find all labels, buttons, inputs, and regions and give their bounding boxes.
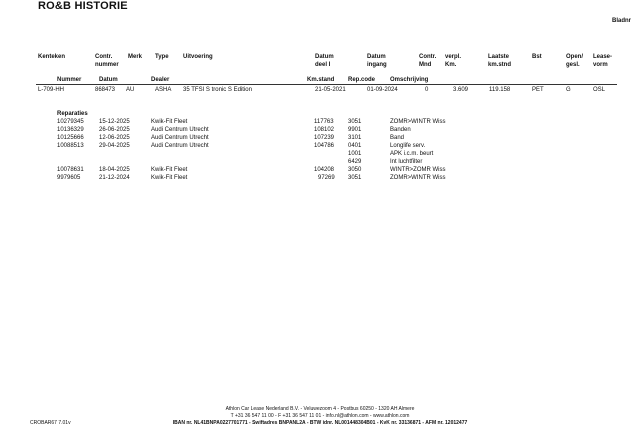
vehicle-bst: PET xyxy=(532,87,544,93)
col-datum-deel1: Datum deel I xyxy=(315,54,334,68)
col-verpl-km: verpl. Km. xyxy=(445,54,462,68)
repair-nummer: 10279345 xyxy=(57,119,84,125)
repair-datum: 12-06-2025 xyxy=(99,135,130,141)
repair-datum: 15-12-2025 xyxy=(99,119,130,125)
vehicle-kenteken: L-709-HH xyxy=(38,87,65,93)
col-bst: Bst xyxy=(532,54,542,60)
vehicle-lease-vorm: OSL xyxy=(593,87,606,93)
repair-nummer: 10078631 xyxy=(57,167,84,173)
col-merk: Merk xyxy=(128,54,143,60)
repair-nummer: 10125666 xyxy=(57,135,84,141)
repair-dealer: Audi Centrum Utrecht xyxy=(151,135,209,141)
repair-datum: 26-06-2025 xyxy=(99,127,130,133)
repair-omschrijving: Banden xyxy=(390,127,411,133)
vehicle-laatste-kmstnd: 119.158 xyxy=(489,87,511,93)
page-number-label: Bladnr xyxy=(611,18,631,24)
vehicle-datum-ingang: 01-09-2024 xyxy=(367,87,398,93)
repair-omschrijving: WINTR>ZOMR Wiss xyxy=(390,167,446,173)
col-nummer: Nummer xyxy=(57,77,82,83)
repair-datum: 29-04-2025 xyxy=(99,143,130,149)
col-laatste-kmstnd: Laatste km.stnd xyxy=(488,54,512,68)
repair-km: 104786 xyxy=(314,143,335,149)
repair-dealer: Audi Centrum Utrecht xyxy=(151,143,209,149)
repair-dealer: Audi Centrum Utrecht xyxy=(151,127,209,133)
footer-registration: IBAN nr. NL41BNPA0227701771 - Swiftadres BNPANL2A - BTW idnr. NL001448304B01 - KvK nr. 33136871 - AFM nr. 12012477 xyxy=(172,420,468,426)
header-divider xyxy=(36,84,617,85)
col-rep-code: Rep.code xyxy=(348,77,376,83)
repair-code: 3050 xyxy=(348,167,362,173)
repair-omschrijving: ZOMR>WINTR Wiss xyxy=(390,119,446,125)
vehicle-contr-nummer: 868473 xyxy=(95,87,116,93)
repair-omschrijving: Longlife serv. xyxy=(390,143,426,149)
repair-datum: 21-12-2024 xyxy=(99,175,130,181)
repair-datum: 18-04-2025 xyxy=(99,167,130,173)
col-omschrijving: Omschrijving xyxy=(390,77,429,83)
repair-code: 9901 xyxy=(348,127,362,133)
vehicle-open-gesl: G xyxy=(566,87,571,93)
reparaties-heading: Reparaties xyxy=(57,111,88,117)
vehicle-type: ASHA xyxy=(155,87,172,93)
footer-contact: T +31 36 547 11 00 - F +31 36 547 11 01 - info.nl@athlon.com - www.athlon.com xyxy=(230,413,410,419)
vehicle-merk: AU xyxy=(126,87,135,93)
vehicle-uitvoering: 35 TFSI S tronic S Edition xyxy=(183,87,252,93)
repair-code: 6429 xyxy=(348,159,362,165)
repair-nummer: 10088513 xyxy=(57,143,84,149)
vehicle-verpl-km: 3.609 xyxy=(453,87,469,93)
repair-omschrijving: ZOMR>WINTR Wiss xyxy=(390,175,446,181)
repair-code: 3051 xyxy=(348,175,362,181)
repair-omschrijving: Int luchtfilter xyxy=(390,159,423,165)
repair-km: 108102 xyxy=(314,127,335,133)
repair-dealer: Kwik-Fit Fleet xyxy=(151,119,188,125)
col-datum-ingang: Datum ingang xyxy=(367,54,387,68)
repair-km: 117763 xyxy=(314,119,334,125)
repair-omschrijving: APK i.c.m. beurt xyxy=(390,151,434,157)
page-title: RO&B HISTORIE xyxy=(38,0,128,12)
col-type: Type xyxy=(155,54,169,60)
repair-code: 3101 xyxy=(348,135,362,141)
col-kenteken: Kenteken xyxy=(38,54,66,60)
col-km-stand: Km.stand xyxy=(307,77,335,83)
repair-nummer: 10136329 xyxy=(57,127,84,133)
col-contr-nummer: Contr. nummer xyxy=(95,54,119,68)
col-uitvoering: Uitvoering xyxy=(183,54,213,60)
footer-address: Athlon Car Lease Nederland B.V. - Veluwezoom 4 - Postbus 60250 - 1320 AH Almere xyxy=(225,406,415,412)
repair-km: 97269 xyxy=(318,175,335,181)
col-datum: Datum xyxy=(99,77,118,83)
repair-omschrijving: Band xyxy=(390,135,405,141)
repair-km: 104208 xyxy=(314,167,335,173)
col-contr-mnd: Contr. Mnd xyxy=(419,54,437,68)
repair-dealer: Kwik-Fit Fleet xyxy=(151,167,188,173)
repair-code: 0401 xyxy=(348,143,362,149)
vehicle-datum-deel1: 21-05-2021 xyxy=(315,87,346,93)
form-code: CROBAR67 7.01v xyxy=(30,420,71,426)
vehicle-contr-mnd: 0 xyxy=(425,87,429,93)
repair-km: 107239 xyxy=(314,135,335,141)
col-lease-vorm: Lease- vorm xyxy=(593,54,613,68)
col-dealer: Dealer xyxy=(151,77,170,83)
repair-dealer: Kwik-Fit Fleet xyxy=(151,175,188,181)
col-open-gesl: Open/ gesl. xyxy=(566,54,584,68)
repair-code: 1001 xyxy=(348,151,362,157)
repair-nummer: 9979605 xyxy=(57,175,81,181)
repair-code: 3051 xyxy=(348,119,362,125)
